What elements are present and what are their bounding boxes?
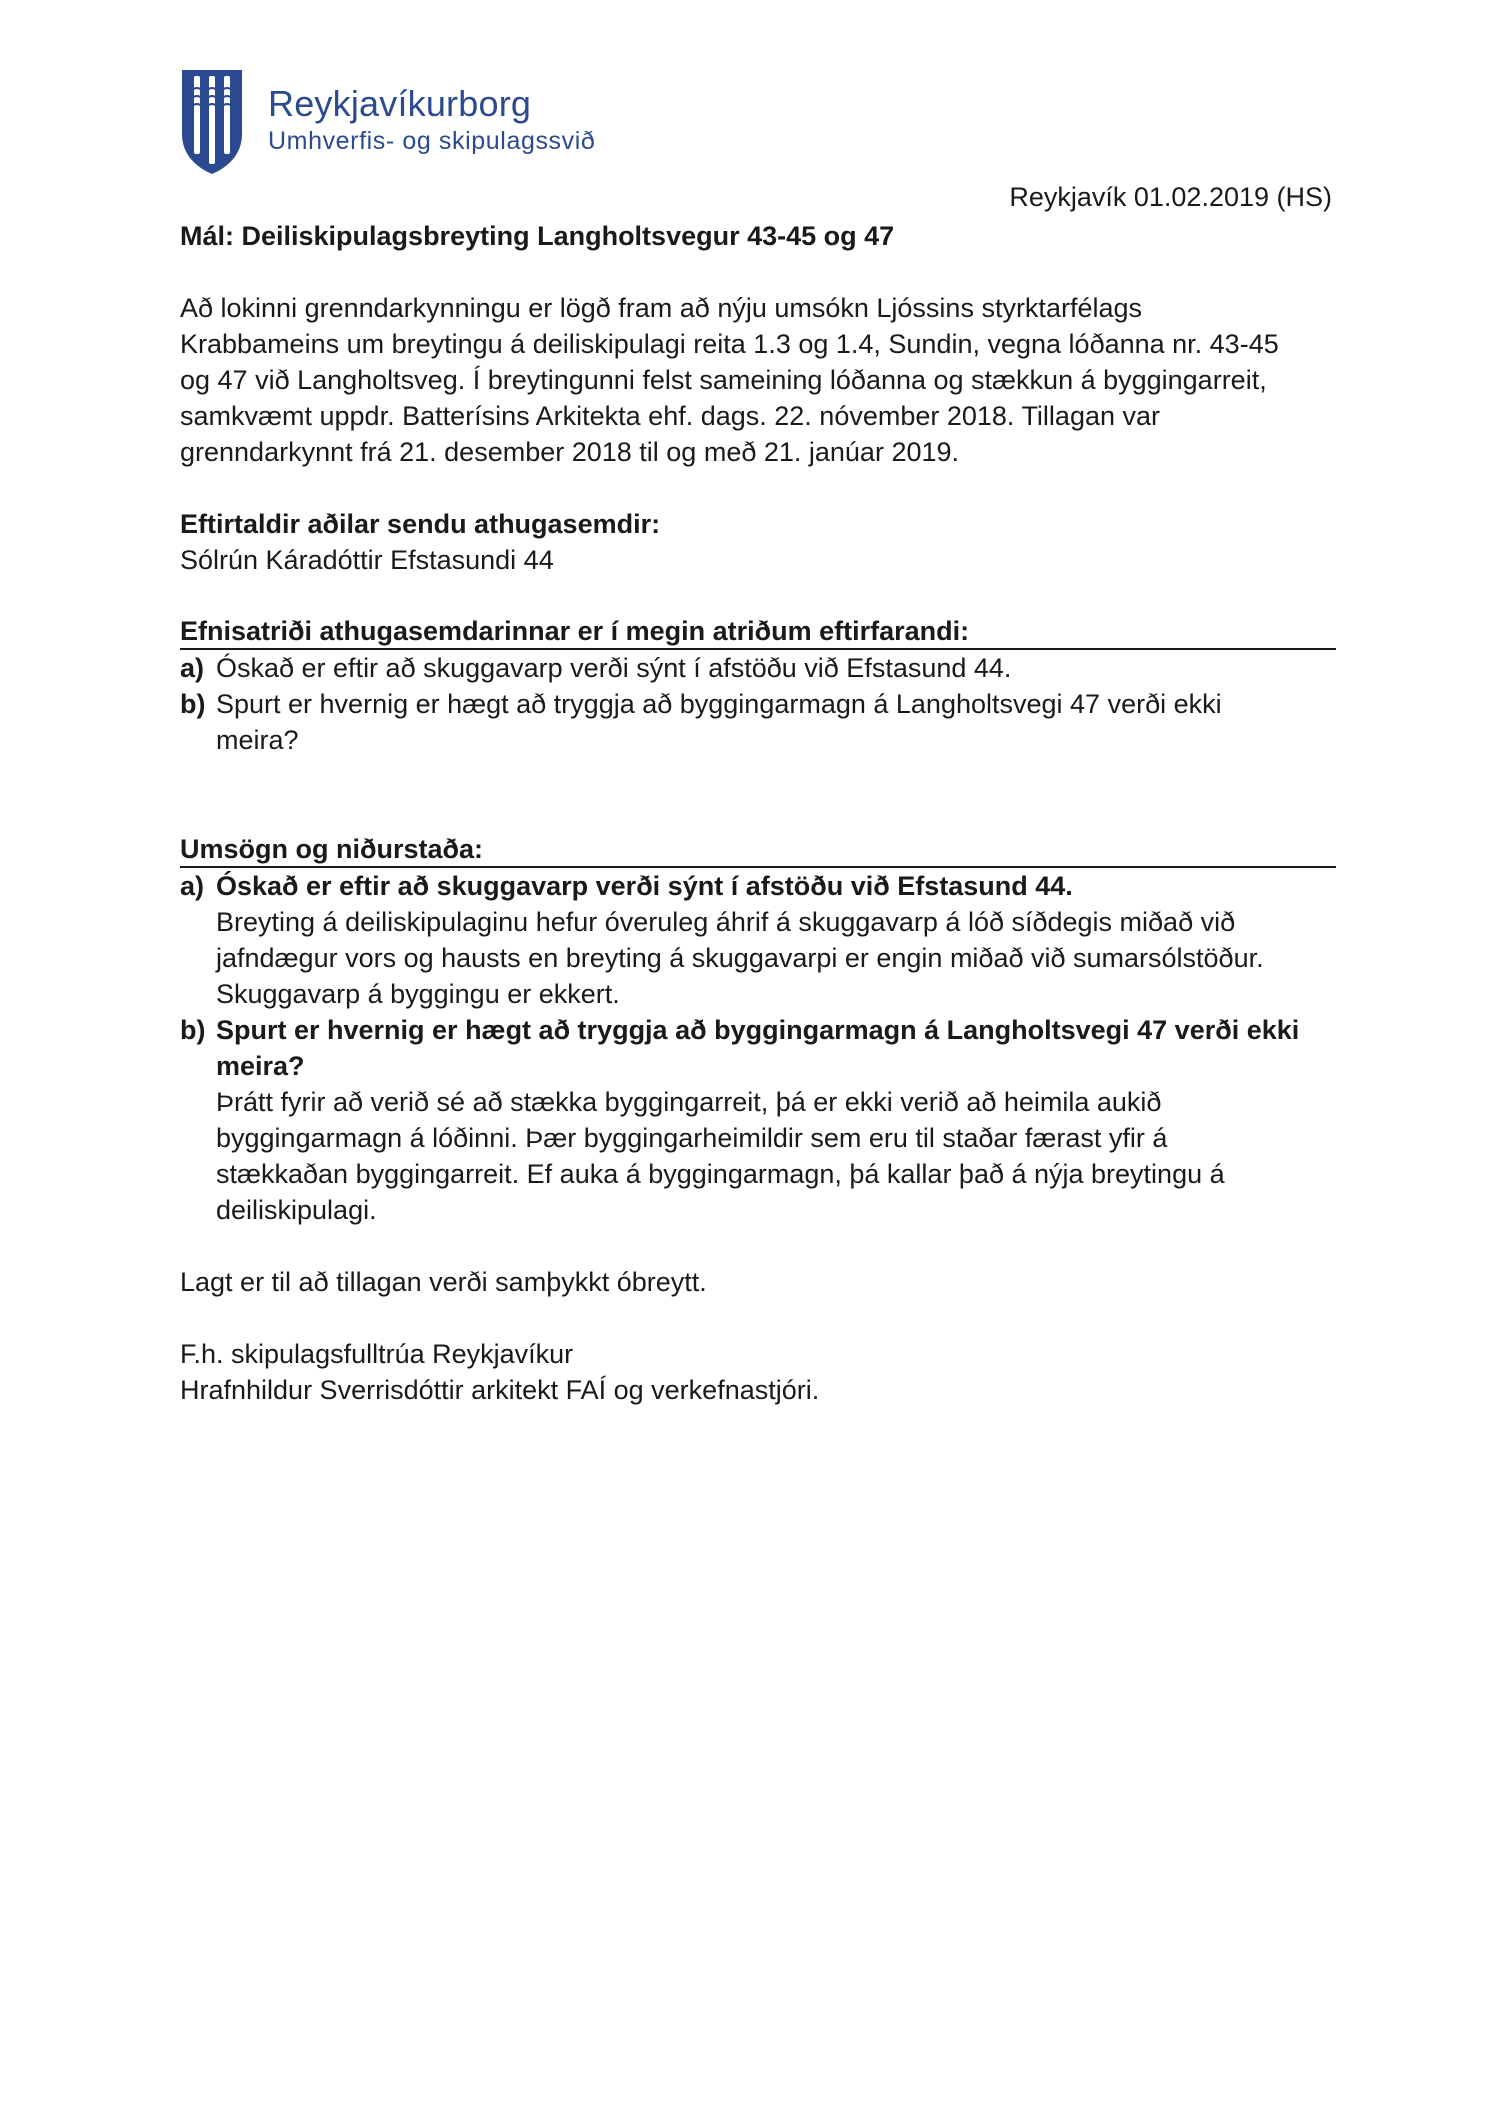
intro-line: og 47 við Langholtsveg. Í breytingunni felst sameining lóðanna og stækkun á byggingarreit,	[180, 365, 1267, 395]
document-subject: Mál: Deiliskipulagsbreyting Langholtsvegur 43-45 og 47	[180, 221, 895, 251]
comment-item-a	[180, 650, 1336, 686]
intro-line: grenndarkynnt frá 21. desember 2018 til og með 21. janúar 2019.	[180, 437, 960, 467]
list-marker: b)	[180, 1015, 206, 1045]
response-body-line: byggingarmagn á lóðinni. Þær byggingarheimildir sem eru til staðar færast yfir á	[216, 1123, 1168, 1153]
org-department: Umhverfis- og skipulagssvið	[268, 127, 596, 155]
response-body-line: stækkaðan byggingarreit. Ef auka á byggingarmagn, þá kallar það á nýja breytingu á	[216, 1159, 1225, 1189]
response-title-line: Spurt er hvernig er hægt að tryggja að byggingarmagn á Langholtsvegi 47 verði ekki	[216, 1015, 1300, 1045]
commenter-name: Sólrún Káradóttir Efstasundi 44	[180, 545, 554, 575]
intro-line: Að lokinni grenndarkynningu er lögð fram að nýju umsókn Ljóssins styrktarfélags	[180, 293, 1142, 323]
response-body-line: deiliskipulagi.	[216, 1195, 377, 1225]
intro-line: samkvæmt uppdr. Batterísins Arkitekta ehf. dags. 22. nóvember 2018. Tillagan var	[180, 401, 1161, 431]
signature-line-2: Hrafnhildur Sverrisdóttir arkitekt FAÍ og verkefnastjóri.	[180, 1375, 820, 1405]
org-name: Reykjavíkurborg	[268, 83, 532, 124]
intro-paragraph	[180, 290, 1336, 470]
signature-line-1: F.h. skipulagsfulltrúa Reykjavíkur	[180, 1339, 574, 1369]
comments-heading: Efnisatriði athugasemdarinnar er í megin atriðum eftirfarandi:	[180, 614, 1336, 650]
comment-line: meira?	[216, 725, 299, 755]
response-body-line: jafndægur vors og hausts en breyting á skuggavarpi er engin miðað við sumarsólstöður.	[216, 943, 1264, 973]
list-marker: a)	[180, 871, 205, 901]
response-heading: Umsögn og niðurstaða:	[180, 832, 1336, 868]
response-title-line: Óskað er eftir að skuggavarp verði sýnt í afstöðu við Efstasund 44.	[216, 871, 1073, 901]
commenters-heading: Eftirtaldir aðilar sendu athugasemdir:	[180, 509, 661, 539]
response-title-line: meira?	[216, 1051, 305, 1081]
response-item-b	[180, 1012, 1336, 1228]
list-marker: b)	[180, 689, 206, 719]
response-body-line: Þrátt fyrir að verið sé að stækka byggingarreit, þá er ekki verið að heimila aukið	[216, 1087, 1162, 1117]
comment-line: Spurt er hvernig er hægt að tryggja að byggingarmagn á Langholtsvegi 47 verði ekki	[216, 689, 1222, 719]
document-date: Reykjavík 01.02.2019 (HS)	[1009, 182, 1332, 212]
list-marker: a)	[180, 653, 205, 683]
org-block	[268, 84, 595, 156]
letterhead	[180, 68, 595, 178]
reykjavik-crest-icon	[180, 68, 244, 176]
response-body-line: Breyting á deiliskipulaginu hefur óveruleg áhrif á skuggavarp á lóð síðdegis miðað við	[216, 907, 1236, 937]
intro-line: Krabbameins um breytingu á deiliskipulagi reita 1.3 og 1.4, Sundin, vegna lóðanna nr. 43-45	[180, 329, 1279, 359]
comment-line: Óskað er eftir að skuggavarp verði sýnt í afstöðu við Efstasund 44.	[216, 653, 1012, 683]
document-body	[180, 218, 1336, 1408]
response-item-a	[180, 868, 1336, 1012]
conclusion: Lagt er til að tillagan verði samþykkt óbreytt.	[180, 1267, 707, 1297]
comment-item-b	[180, 686, 1336, 758]
response-body-line: Skuggavarp á byggingu er ekkert.	[216, 979, 620, 1009]
